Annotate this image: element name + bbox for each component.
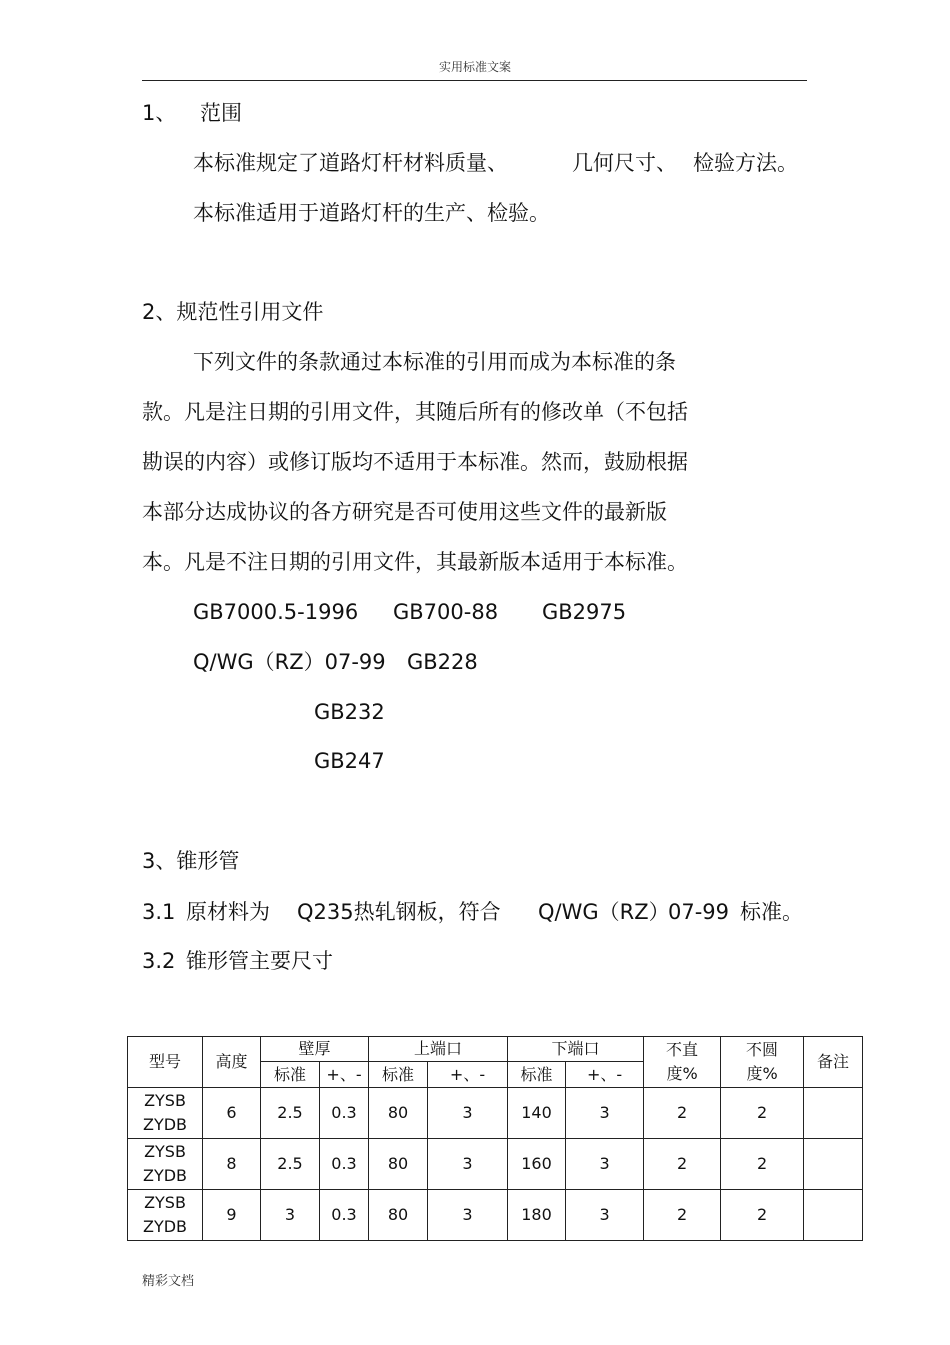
header-remark: 备注 xyxy=(804,1037,863,1088)
item32-number: 3.2 xyxy=(142,949,176,973)
header-straightness xyxy=(644,1037,721,1088)
cell-wall-std: 3 xyxy=(261,1190,320,1241)
cell-top-tol: 3 xyxy=(428,1190,508,1241)
section2-line: 款。凡是注日期的引用文件，其随后所有的修改单（不包括 xyxy=(142,400,688,424)
item31-text-d: 07-99 xyxy=(668,900,730,924)
cell-top-tol: 3 xyxy=(428,1139,508,1190)
cell-top-std: 80 xyxy=(369,1139,428,1190)
header-roundness-line2: 度% xyxy=(746,1064,778,1083)
subheader-top-tol: +、- xyxy=(428,1062,508,1088)
section1-para1-a: 本标准规定了道路灯杆材料质量、 xyxy=(193,151,508,175)
section1-para1-b: 几何尺寸、 xyxy=(572,151,677,175)
cell-top-std: 80 xyxy=(369,1190,428,1241)
page-footer: 精彩文档 xyxy=(142,1274,195,1289)
subheader-bottom-tol: +、- xyxy=(566,1062,644,1088)
cell-wall-tol: 0.3 xyxy=(320,1190,369,1241)
cell-wall-std: 2.5 xyxy=(261,1088,320,1139)
cell-roundness: 2 xyxy=(721,1139,804,1190)
header-roundness xyxy=(721,1037,804,1088)
subheader-wall-std: 标准 xyxy=(261,1062,320,1088)
table-header-row xyxy=(128,1037,863,1062)
subheader-wall-tol: +、- xyxy=(320,1062,369,1088)
ref-gb232: GB232 xyxy=(314,700,385,724)
cell-height: 6 xyxy=(203,1088,261,1139)
cell-bottom-std: 180 xyxy=(508,1190,566,1241)
cell-roundness: 2 xyxy=(721,1190,804,1241)
cell-wall-tol: 0.3 xyxy=(320,1139,369,1190)
cell-remark xyxy=(804,1139,863,1190)
cell-model-line1: ZYSB xyxy=(144,1193,186,1212)
item32-text: 锥形管主要尺寸 xyxy=(186,949,333,973)
cell-model-line2: ZYDB xyxy=(142,1166,188,1185)
table-row xyxy=(128,1190,863,1241)
ref-gb700: GB700-88 xyxy=(393,600,499,624)
header-rule xyxy=(142,80,807,81)
cell-wall-std: 2.5 xyxy=(261,1139,320,1190)
cell-top-std: 80 xyxy=(369,1088,428,1139)
cell-bottom-tol: 3 xyxy=(566,1088,644,1139)
section3-heading: 3、锥形管 xyxy=(142,849,240,873)
section2-line: 勘误的内容）或修订版均不适用于本标准。然而，鼓励根据 xyxy=(142,450,688,474)
cell-model-line1: ZYSB xyxy=(144,1091,186,1110)
cell-top-tol: 3 xyxy=(428,1088,508,1139)
section1-heading: 范围 xyxy=(200,101,242,125)
subheader-bottom-std: 标准 xyxy=(508,1062,566,1088)
cell-model-line2: ZYDB xyxy=(142,1217,188,1236)
section2-line: 本。凡是不注日期的引用文件，其最新版本适用于本标准。 xyxy=(142,550,688,574)
header-roundness-line1: 不圆 xyxy=(746,1040,779,1059)
section1-para1-c: 检验方法。 xyxy=(693,151,798,175)
cell-straightness: 2 xyxy=(644,1088,721,1139)
table-row xyxy=(128,1088,863,1139)
ref-gb228: GB228 xyxy=(407,650,478,674)
cell-model-line2: ZYDB xyxy=(142,1115,188,1134)
section1-para2: 本标准适用于道路灯杆的生产、检验。 xyxy=(193,201,550,225)
section2-line: 本部分达成协议的各方研究是否可使用这些文件的最新版 xyxy=(142,500,667,524)
ref-gb247: GB247 xyxy=(314,749,385,773)
cell-bottom-tol: 3 xyxy=(566,1139,644,1190)
subheader-top-std: 标准 xyxy=(369,1062,428,1088)
cell-bottom-std: 140 xyxy=(508,1088,566,1139)
header-top-end: 上端口 xyxy=(369,1037,508,1062)
cell-wall-tol: 0.3 xyxy=(320,1088,369,1139)
ref-gb7000: GB7000.5-1996 xyxy=(193,600,359,624)
cell-roundness: 2 xyxy=(721,1088,804,1139)
item31-text-e: 标准。 xyxy=(740,900,803,924)
header-bottom-end: 下端口 xyxy=(508,1037,644,1062)
cell-model xyxy=(128,1190,203,1241)
cell-height: 9 xyxy=(203,1190,261,1241)
page-header: 实用标准文案 xyxy=(438,60,511,74)
cell-model xyxy=(128,1088,203,1139)
header-straightness-line1: 不直 xyxy=(666,1040,699,1059)
header-wall: 壁厚 xyxy=(261,1037,369,1062)
ref-gb2975: GB2975 xyxy=(542,600,627,624)
header-straightness-line2: 度% xyxy=(666,1064,698,1083)
header-model: 型号 xyxy=(128,1037,203,1088)
cell-height: 8 xyxy=(203,1139,261,1190)
cell-model-line1: ZYSB xyxy=(144,1142,186,1161)
cell-bottom-tol: 3 xyxy=(566,1190,644,1241)
header-height: 高度 xyxy=(203,1037,261,1088)
cell-remark xyxy=(804,1190,863,1241)
cell-straightness: 2 xyxy=(644,1190,721,1241)
ref-qwg: Q/WG（RZ）07-99 xyxy=(193,650,386,674)
item31-number: 3.1 xyxy=(142,900,176,924)
dimensions-table xyxy=(127,1036,863,1241)
section2-line: 下列文件的条款通过本标准的引用而成为本标准的条 xyxy=(193,350,676,374)
cell-bottom-std: 160 xyxy=(508,1139,566,1190)
cell-model xyxy=(128,1139,203,1190)
item31-text-b: Q235热轧钢板，符合 xyxy=(297,900,501,924)
section2-heading: 2、规范性引用文件 xyxy=(142,300,324,324)
section1-number: 1、 xyxy=(142,101,177,125)
item31-text-c: Q/WG（RZ） xyxy=(538,900,670,924)
item31-text-a: 原材料为 xyxy=(186,900,270,924)
cell-straightness: 2 xyxy=(644,1139,721,1190)
table-row xyxy=(128,1139,863,1190)
cell-remark xyxy=(804,1088,863,1139)
